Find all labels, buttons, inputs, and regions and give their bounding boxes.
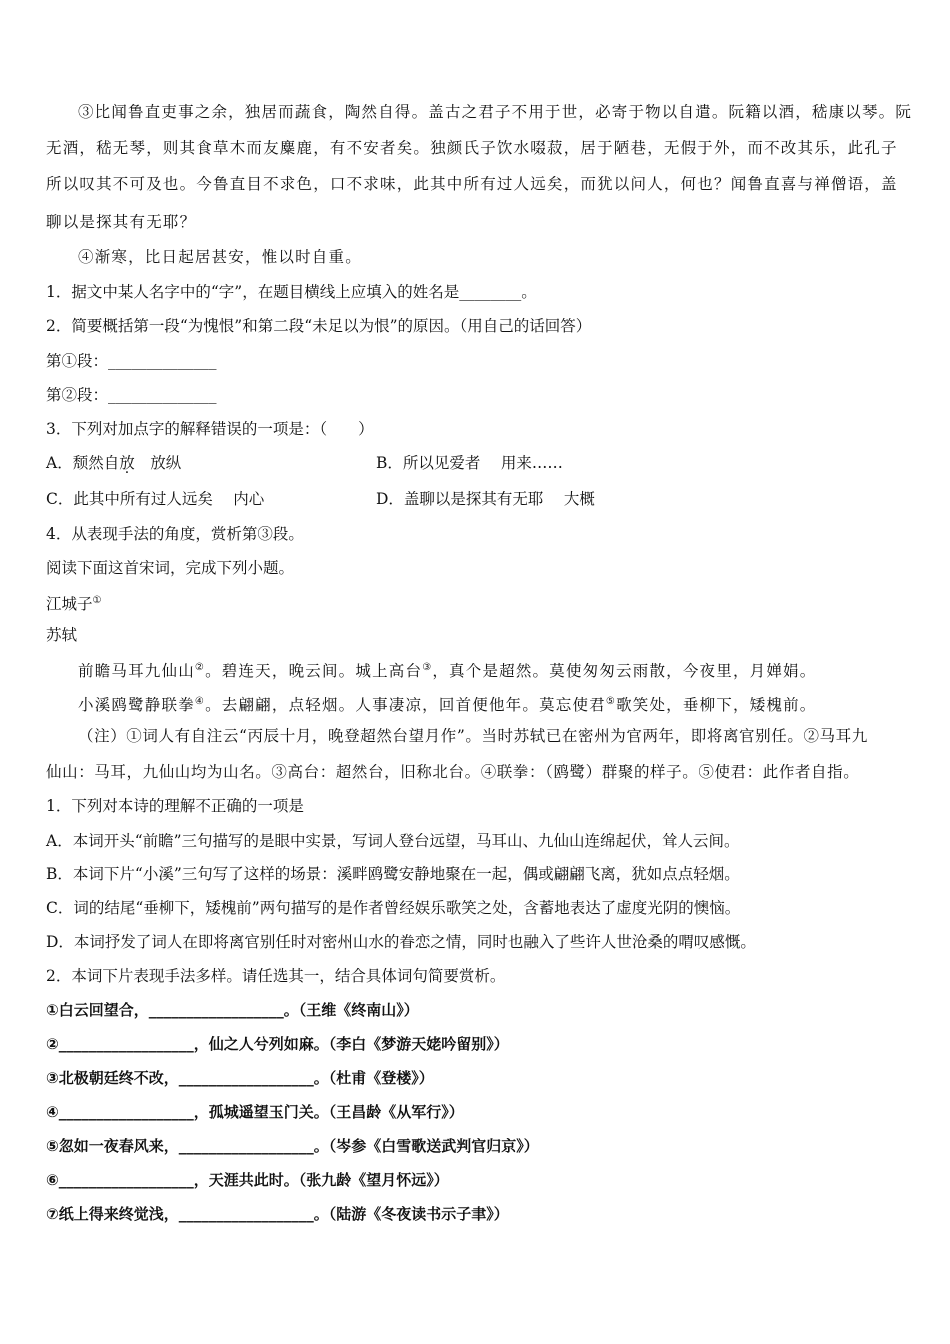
fill-blank-5: ⑤忽如一夜春风来，__________________。（岑参《白雪歌送武判官归京》） [46, 1137, 539, 1155]
passage-p4: ④渐寒，比日起居甚安，惟以时自重。 [78, 248, 362, 266]
fill-blank-3: ③北极朝廷终不改，__________________。（杜甫《登楼》） [46, 1069, 434, 1087]
passage-p3-line3: 所以叹其不可及也。今鲁直目不求色，口不求味，此其中所有过人远矣，而犹以问人，何也？闻鲁直喜与禅僧语，盖 [46, 175, 898, 193]
question-a2-blank1: 第①段：______________ [46, 352, 217, 370]
poem-line2-b: 。去翩翩，点轻烟。人事凄凉，回首便他年。莫忘使君 [205, 696, 606, 715]
fill-blank-4: ④__________________，孤城遥望玉门关。（王昌龄《从军行》） [46, 1103, 464, 1121]
poem-author: 苏轼 [46, 626, 78, 644]
poem-line2 [78, 692, 816, 715]
question-a3-option-b: B．所以见爱者 用来…… [376, 454, 563, 472]
poem-line1-b: 。碧连天，晚云间。城上高台 [205, 662, 423, 681]
poem-line1-a: 前瞻马耳九仙山 [78, 662, 195, 681]
passage-p3-line1: ③比闻鲁直吏事之余，独居而蔬食，陶然自得。盖古之君子不用于世，必寄于物以自遣。阮籍以酒，嵇康以琴。阮 [78, 103, 913, 121]
fill-blank-6: ⑥__________________，天涯共此时。（张九龄《望月怀远》） [46, 1171, 449, 1189]
question-a3-option-c: C．此其中所有过人远矣 内心 [46, 490, 265, 508]
poem-note-ref-4: ④ [194, 696, 206, 707]
question-a3-option-d: D．盖聊以是探其有无耶 大概 [376, 490, 595, 508]
passage-p3-line2: 无酒，嵇无琴，则其食草木而友麋鹿，有不安者矣。独颜氏子饮水啜菽，居于陋巷，无假于外，而不改其乐，此孔子 [46, 139, 898, 157]
question-a2: 2．简要概括第一段“为愧恨”和第二段“未足以为恨”的原因。（用自己的话回答） [46, 317, 592, 335]
poem-title-text: 江城子 [46, 595, 93, 614]
fill-blank-7: ⑦纸上得来终觉浅，__________________。（陆游《冬夜读书示子聿》） [46, 1205, 509, 1223]
passage-p3-line4: 聊以是探其有无耶？ [46, 213, 197, 231]
option-a-dotted-char: 放 [119, 454, 135, 472]
question-a3-option-a [46, 453, 181, 473]
question-b1-option-b: B．本词下片“小溪”三句写了这样的场景：溪畔鸥鹭安静地聚在一起，偶或翩翩飞离，犹如点点轻烟。 [46, 865, 740, 883]
poem-intro: 阅读下面这首宋词，完成下列小题。 [46, 559, 295, 577]
fill-blank-2: ②__________________，仙之人兮列如麻。（李白《梦游天姥吟留别》） [46, 1035, 509, 1053]
poem-line2-a: 小溪鸥鹭静联拳 [78, 696, 195, 715]
option-a-prefix: A．颓然自 [46, 454, 120, 472]
fill-blank-1: ①白云回望合，__________________。（王维《终南山》） [46, 1001, 419, 1019]
option-a-suffix: 放纵 [134, 454, 182, 472]
question-a3: 3．下列对加点字的解释错误的一项是：（ ） [46, 420, 374, 438]
poem-title-note: ① [92, 595, 102, 606]
question-a1: 1．据文中某人名字中的“字”，在题目横线上应填入的姓名是________。 [46, 283, 537, 301]
question-b1-option-d: D．本词抒发了词人在即将离官别任时对密州山水的眷恋之情，同时也融入了些许人世沧桑的喟叹感慨。 [46, 933, 756, 951]
poem-note-ref-2: ② [194, 662, 206, 673]
poem-line1 [78, 658, 816, 681]
question-b1-option-a: A．本词开头“前瞻”三句描写的是眼中实景，写词人登台远望，马耳山、九仙山连绵起伏，耸人云间。 [46, 832, 740, 850]
poem-note-ref-5: ⑤ [605, 696, 617, 707]
question-b1: 1．下列对本诗的理解不正确的一项是 [46, 797, 304, 815]
poem-line2-c: 歌笑处，垂柳下，矮槐前。 [616, 696, 817, 715]
question-b1-option-c: C．词的结尾“垂柳下，矮槐前”两句描写的是作者曾经娱乐歌笑之处，含蓄地表达了虚度光阴的懊恼。 [46, 899, 741, 917]
question-a2-blank2: 第②段：______________ [46, 386, 217, 404]
question-a4: 4．从表现手法的角度，赏析第③段。 [46, 525, 304, 543]
poem-note-line1: （注）①词人有自注云“丙辰十月，晚登超然台望月作”。当时苏轼已在密州为官两年，即将离官别任。②马耳九 [78, 727, 868, 745]
poem-note-line2: 仙山：马耳，九仙山均为山名。③高台：超然台，旧称北台。④联拳：（鸥鹭）群聚的样子。⑤使君：此作者自指。 [46, 763, 860, 781]
poem-note-ref-3: ③ [422, 662, 433, 673]
poem-line1-c: ，真个是超然。莫使匆匆云雨散，今夜里，月婵娟。 [432, 662, 817, 681]
question-b2: 2．本词下片表现手法多样。请任选其一，结合具体词句简要赏析。 [46, 967, 506, 985]
poem-title [46, 591, 101, 614]
